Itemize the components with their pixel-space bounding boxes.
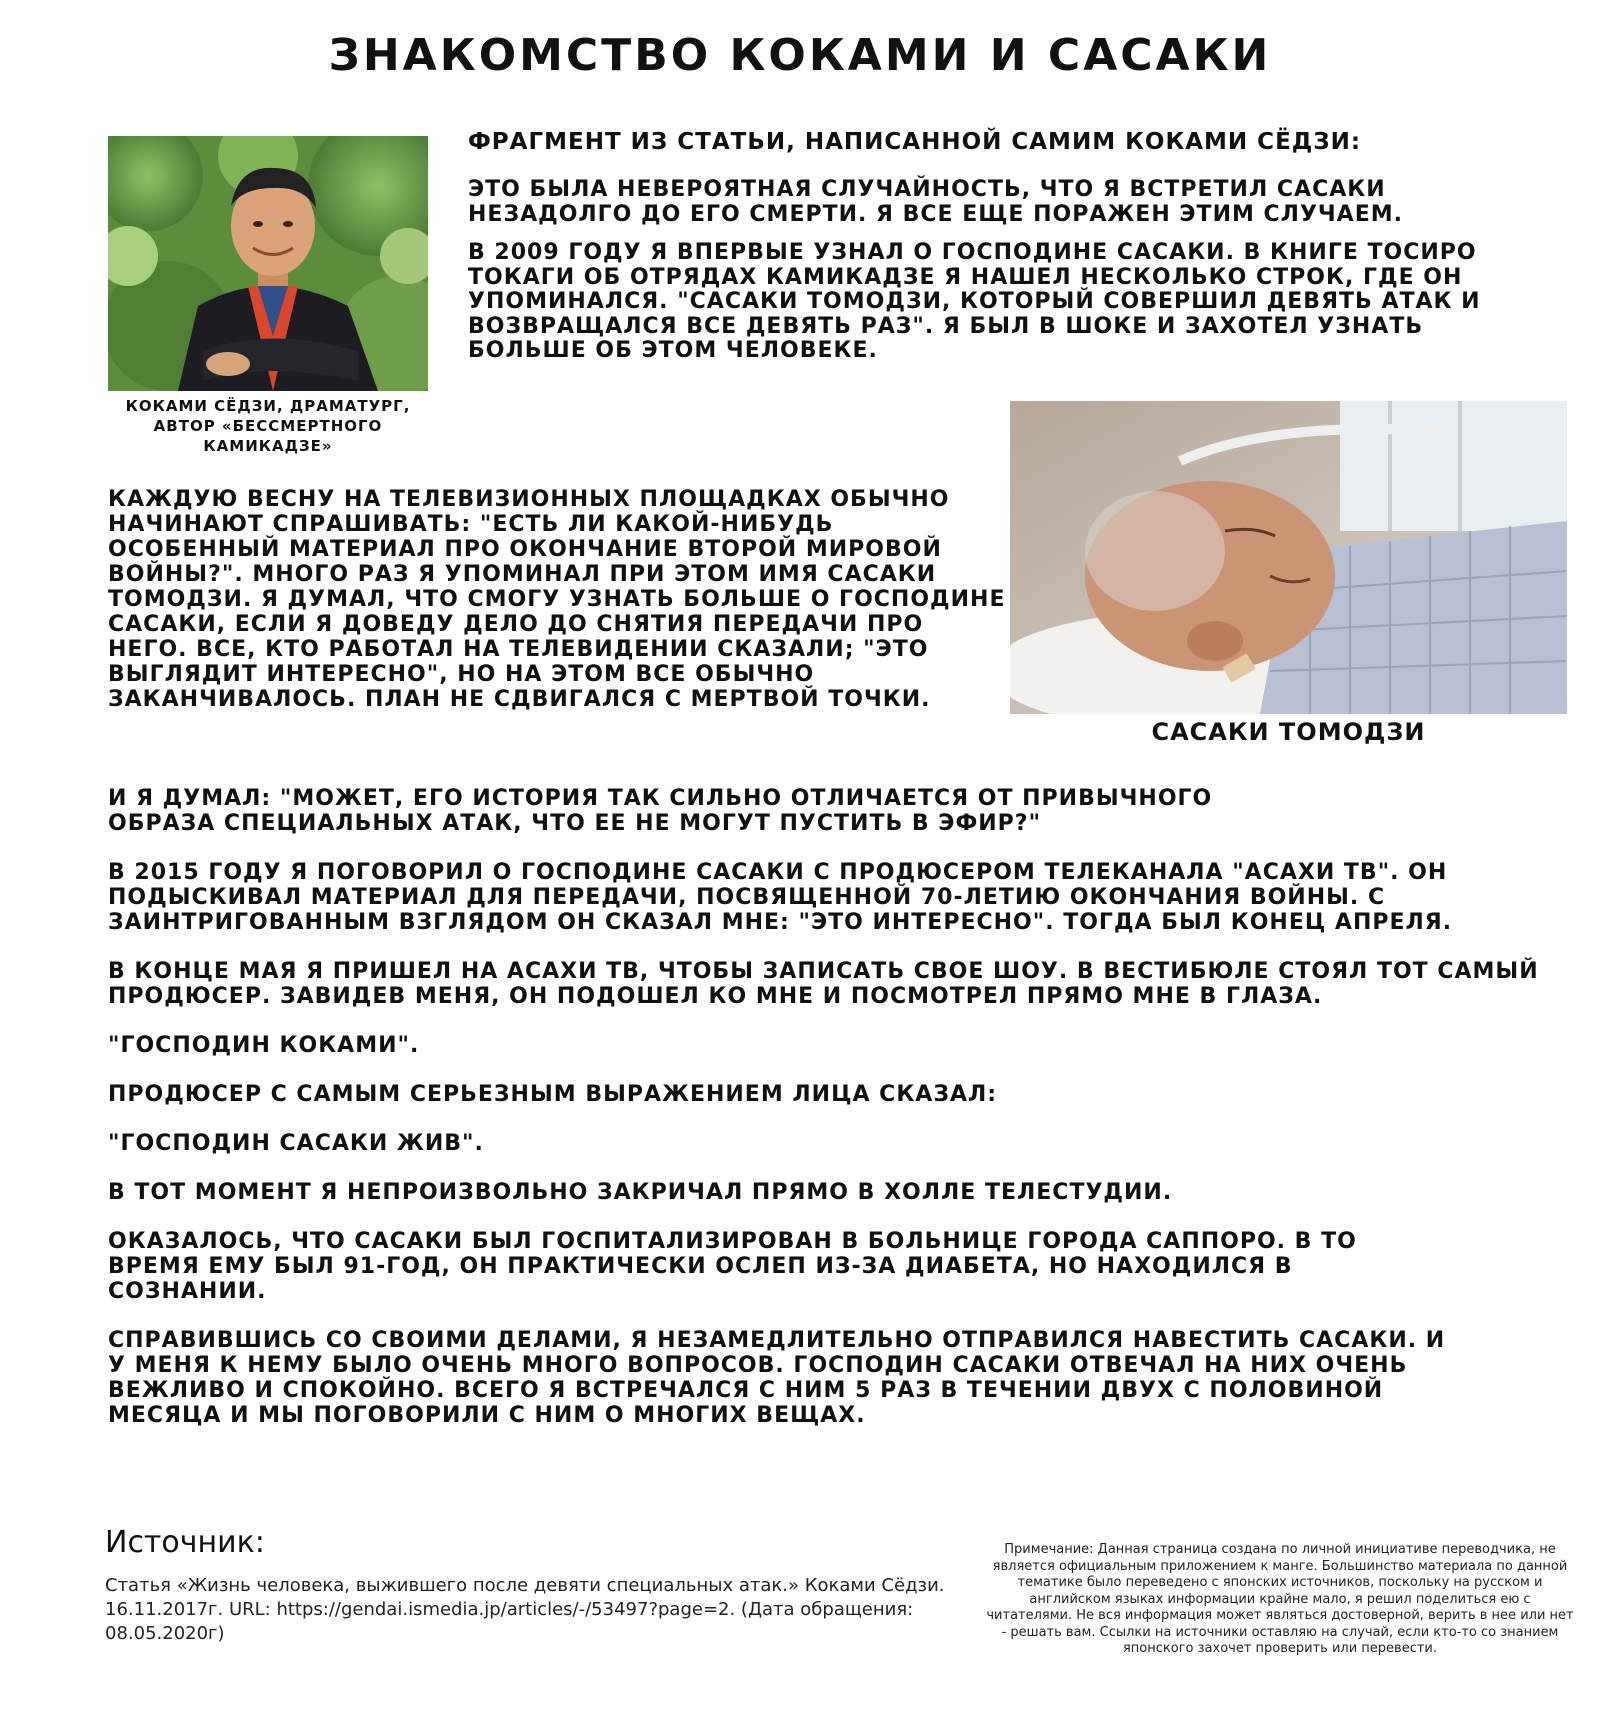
source-title: Источник: <box>105 1525 265 1560</box>
sasaki-photo-caption: САСАКИ ТОМОДЗИ <box>1151 718 1426 746</box>
body-paragraph-7: В ТОТ МОМЕНТ Я НЕПРОИЗВОЛЬНО ЗАКРИЧАЛ ПРЯМО В ХОЛЛЕ ТЕЛЕСТУДИИ. <box>108 1180 1173 1205</box>
author-portrait-image <box>108 136 428 391</box>
body-paragraph-3: В КОНЦЕ МАЯ Я ПРИШЕЛ НА АСАХИ ТВ, ЧТОБЫ ЗАПИСАТЬ СВОЕ ШОУ. В ВЕСТИБЮЛЕ СТОЯЛ ТОТ САМЫЙ ПРОДЮСЕР. ЗАВИДЕВ МЕНЯ, ОН ПОДОШЕЛ КО МНЕ И ПОСМОТРЕЛ ПРЯМО МНЕ В ГЛАЗА. <box>108 959 1539 1009</box>
translator-note: Примечание: Данная страница создана по личной инициативе переводчика, не является официальным приложением к манге. Большинство материала по данной тематике было переведено с японских источников, поскольку на русском и английском языках информации крайне мало, я решил поделиться ею с читателями. Не вся информация может являться достоверной, верить в нее или нет - решать вам. Ссылки на источники оставляю на случай, если кто-то со знанием японского захочет проверить или перевести. <box>986 1542 1574 1656</box>
page-title: ЗНАКОМСТВО КОКАМИ И САСАКИ <box>328 30 1272 81</box>
article-body <box>108 786 1548 1452</box>
body-paragraph-5: ПРОДЮСЕР С САМЫМ СЕРЬЕЗНЫМ ВЫРАЖЕНИЕМ ЛИЦА СКАЗАЛ: <box>108 1082 998 1107</box>
intro-paragraph-1: ЭТО БЫЛА НЕВЕРОЯТНАЯ СЛУЧАЙНОСТЬ, ЧТО Я ВСТРЕТИЛ САСАКИ НЕЗАДОЛГО ДО ЕГО СМЕРТИ. Я ВСЕ ЕЩЕ ПОРАЖЕН ЭТИМ СЛУЧАЕМ. <box>468 177 1403 227</box>
body-paragraph-8: ОКАЗАЛОСЬ, ЧТО САСАКИ БЫЛ ГОСПИТАЛИЗИРОВАН В БОЛЬНИЦЕ ГОРОДА САППОРО. В ТО ВРЕМЯ ЕМУ БЫЛ 91-ГОД, ОН ПРАКТИЧЕСКИ ОСЛЕП ИЗ-ЗА ДИАБЕТА, НО НАХОДИЛСЯ В СОЗНАНИИ. <box>108 1229 1357 1304</box>
sasaki-portrait-image <box>1010 401 1567 714</box>
left-column-paragraph: КАЖДУЮ ВЕСНУ НА ТЕЛЕВИЗИОННЫХ ПЛОЩАДКАХ ОБЫЧНО НАЧИНАЮТ СПРАШИВАТЬ: "ЕСТЬ ЛИ КАКОЙ-НИБУДЬ ОСОБЕННЫЙ МАТЕРИАЛ ПРО ОКОНЧАНИЕ ВТОРОЙ МИРОВОЙ ВОЙНЫ?". МНОГО РАЗ Я УПОМИНАЛ ПРИ ЭТОМ ИМЯ САСАКИ ТОМОДЗИ. Я ДУМАЛ, ЧТО СМОГУ УЗНАТЬ БОЛЬШЕ О ГОСПОДИНЕ САСАКИ, ЕСЛИ Я ДОВЕДУ ДЕЛО ДО СНЯТИЯ ПЕРЕДАЧИ ПРО НЕГО. ВСЕ, КТО РАБОТАЛ НА ТЕЛЕВИДЕНИИ СКАЗАЛИ; "ЭТО ВЫГЛЯДИТ ИНТЕРЕСНО", НО НА ЭТОМ ВСЕ ОБЫЧНО ЗАКАНЧИВАЛОСЬ. ПЛАН НЕ СДВИГАЛСЯ С МЕРТВОЙ ТОЧКИ. <box>108 487 1006 712</box>
author-photo <box>108 136 428 391</box>
author-photo-caption: КОКАМИ СЁДЗИ, ДРАМАТУРГ, АВТОР «БЕССМЕРТНОГО КАМИКАДЗЕ» <box>125 397 411 455</box>
intro-heading: ФРАГМЕНТ ИЗ СТАТЬИ, НАПИСАННОЙ САМИМ КОКАМИ СЁДЗИ: <box>468 129 1362 155</box>
body-paragraph-4: "ГОСПОДИН КОКАМИ". <box>108 1033 420 1058</box>
body-paragraph-9: СПРАВИВШИСЬ СО СВОИМИ ДЕЛАМИ, Я НЕЗАМЕДЛИТЕЛЬНО ОТПРАВИЛСЯ НАВЕСТИТЬ САСАКИ. И У МЕНЯ К НЕМУ БЫЛО ОЧЕНЬ МНОГО ВОПРОСОВ. ГОСПОДИН САСАКИ ОТВЕЧАЛ НА НИХ ОЧЕНЬ ВЕЖЛИВО И СПОКОЙНО. ВСЕГО Я ВСТРЕЧАЛСЯ С НИМ 5 РАЗ В ТЕЧЕНИИ ДВУХ С ПОЛОВИНОЙ МЕСЯЦА И МЫ ПОГОВОРИЛИ С НИМ О МНОГИХ ВЕЩАХ. <box>108 1328 1446 1428</box>
sasaki-photo <box>1010 401 1567 714</box>
body-paragraph-2: В 2015 ГОДУ Я ПОГОВОРИЛ О ГОСПОДИНЕ САСАКИ С ПРОДЮСЕРОМ ТЕЛЕКАНАЛА "АСАХИ ТВ". ОН ПОДЫСКИВАЛ МАТЕРИАЛ ДЛЯ ПЕРЕДАЧИ, ПОСВЯЩЕННОЙ 70-ЛЕТИЮ ОКОНЧАНИЯ ВОЙНЫ. С ЗАИНТРИГОВАННЫМ ВЗГЛЯДОМ ОН СКАЗАЛ МНЕ: "ЭТО ИНТЕРЕСНО". ТОГДА БЫЛ КОНЕЦ АПРЕЛЯ. <box>108 860 1453 935</box>
body-paragraph-6: "ГОСПОДИН САСАКИ ЖИВ". <box>108 1131 484 1156</box>
intro-section <box>468 128 1548 364</box>
source-text: Статья «Жизнь человека, выжившего после девяти специальных атак.» Коками Сёдзи. 16.11.2017г. URL: https://gendai.ismedia.jp/articles/-/53497?page=2. (Дата обращения: 08.05.2020г) <box>105 1575 945 1644</box>
body-paragraph-1: И Я ДУМАЛ: "МОЖЕТ, ЕГО ИСТОРИЯ ТАК СИЛЬНО ОТЛИЧАЕТСЯ ОТ ПРИВЫЧНОГО ОБРАЗА СПЕЦИАЛЬНЫХ АТАК, ЧТО ЕЕ НЕ МОГУТ ПУСТИТЬ В ЭФИР?" <box>108 786 1213 836</box>
intro-paragraph-2: В 2009 ГОДУ Я ВПЕРВЫЕ УЗНАЛ О ГОСПОДИНЕ САСАКИ. В КНИГЕ ТОСИРО ТОКАГИ ОБ ОТРЯДАХ КАМИКАДЗЕ Я НАШЕЛ НЕСКОЛЬКО СТРОК, ГДЕ ОН УПОМИНАЛСЯ. "САСАКИ ТОМОДЗИ, КОТОРЫЙ СОВЕРШИЛ ДЕВЯТЬ АТАК И ВОЗВРАЩАЛСЯ ВСЕ ДЕВЯТЬ РАЗ". Я БЫЛ В ШОКЕ И ЗАХОТЕЛ УЗНАТЬ БОЛЬШЕ ОБ ЭТОМ ЧЕЛОВЕКЕ. <box>468 240 1481 363</box>
